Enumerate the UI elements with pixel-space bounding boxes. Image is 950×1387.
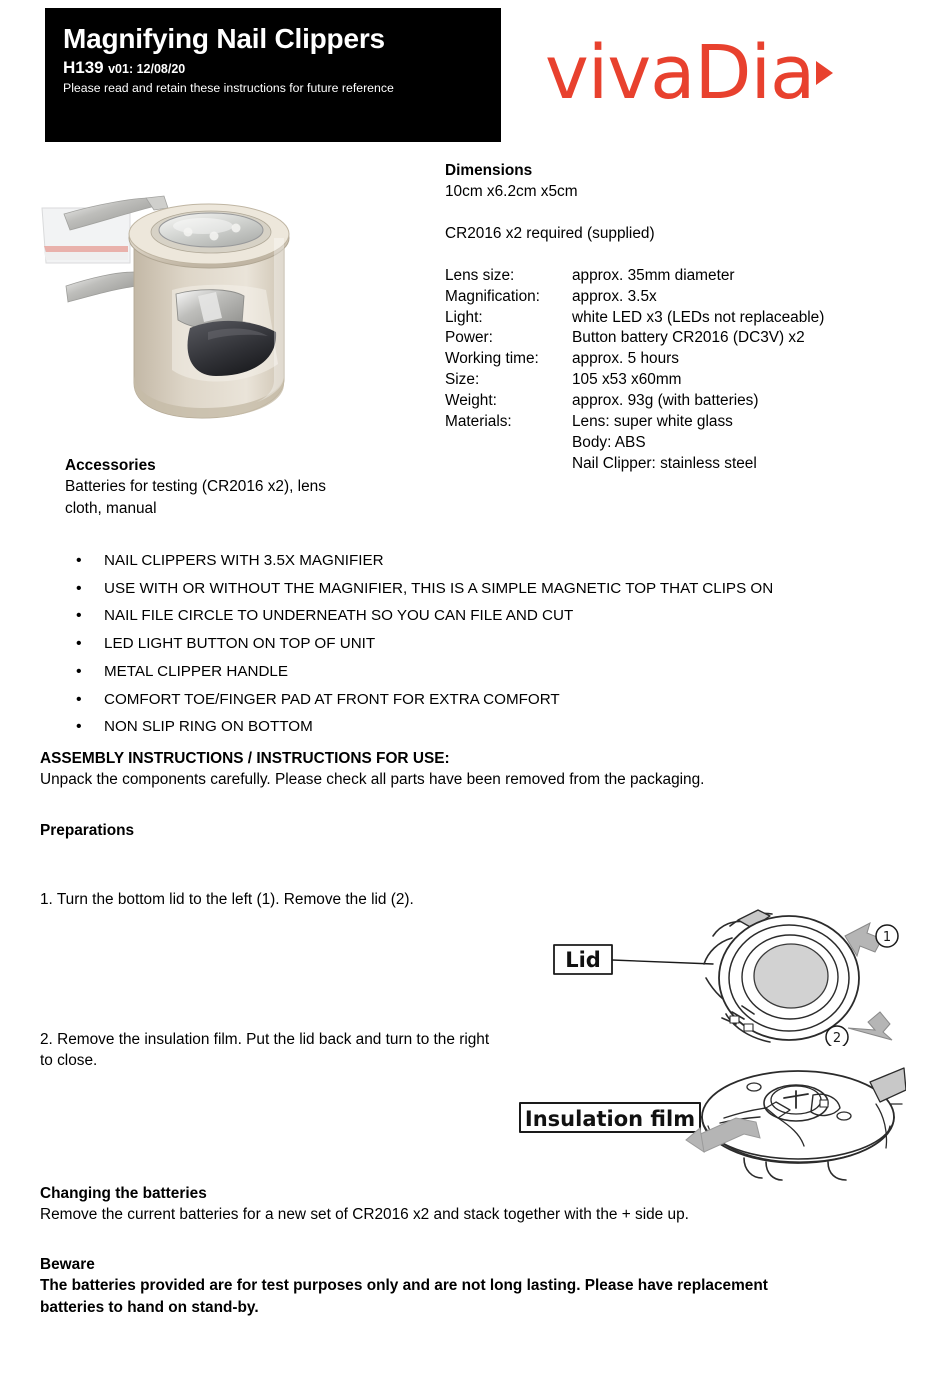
feature-list xyxy=(62,552,892,746)
spec-label: Lens size: xyxy=(445,266,515,284)
page-title: Magnifying Nail Clippers xyxy=(63,23,385,54)
version-label: v01: 12/08/20 xyxy=(108,62,186,77)
document-header xyxy=(0,0,950,150)
beware-heading: Beware xyxy=(40,1256,95,1273)
batteries-body: Remove the current batteries for a new set of CR2016 x2 and stack together with the + side up. xyxy=(40,1206,689,1224)
magnifier-top xyxy=(129,204,289,268)
table-row xyxy=(445,287,824,308)
triangle-right-icon xyxy=(816,61,833,85)
table-row xyxy=(445,266,824,287)
table-row xyxy=(445,391,824,412)
list-item: • COMFORT TOE/FINGER PAD AT FRONT FOR EXTRA COMFORT xyxy=(62,691,892,709)
title-box xyxy=(45,8,501,142)
list-item: • LED LIGHT BUTTON ON TOP OF UNIT xyxy=(62,635,892,653)
list-item: • NAIL CLIPPERS WITH 3.5X MAGNIFIER xyxy=(62,552,892,570)
assembly-heading: ASSEMBLY INSTRUCTIONS / INSTRUCTIONS FOR USE: xyxy=(40,750,450,767)
product-photo xyxy=(38,168,338,453)
spec-value: Lens: super white glass xyxy=(572,412,733,430)
spacer xyxy=(445,245,925,266)
dimensions-heading: Dimensions xyxy=(445,162,533,179)
svg-text:2: 2 xyxy=(832,1031,842,1046)
step-marker-1 xyxy=(876,925,898,947)
spacer xyxy=(445,203,925,224)
lid-callout-label: Lid xyxy=(565,948,601,972)
dimensions-value: 10cm x6.2cm x5cm xyxy=(445,182,578,200)
spec-label: Light: xyxy=(445,308,483,326)
spec-value: approx. 5 hours xyxy=(572,350,679,368)
preparations-section xyxy=(40,820,440,841)
spec-label: Power: xyxy=(445,329,493,347)
spec-value: approx. 35mm diameter xyxy=(572,266,735,284)
spec-value: approx. 3.5x xyxy=(572,287,657,305)
preparations-heading: Preparations xyxy=(40,822,135,839)
spec-label: Size: xyxy=(445,371,480,389)
brand-logo-text: vivaDia xyxy=(545,29,815,116)
table-row xyxy=(445,412,824,433)
spec-label xyxy=(445,454,572,475)
specifications-table xyxy=(445,266,824,475)
table-row xyxy=(445,454,824,475)
table-row xyxy=(445,308,824,329)
rotation-arrow-2 xyxy=(848,1012,892,1040)
model-code: H139 xyxy=(63,58,104,78)
list-item: • NON SLIP RING ON BOTTOM xyxy=(62,718,892,736)
table-row xyxy=(445,349,824,370)
step-1-text: 1. Turn the bottom lid to the left (1). Remove the lid (2). xyxy=(40,891,414,908)
brand-logo xyxy=(545,25,890,120)
specifications-panel xyxy=(445,161,925,475)
step-2-text: 2. Remove the insulation film. Put the lid back and turn to the right to close. xyxy=(40,1031,490,1070)
beware-line-1: The batteries provided are for test purposes only and are not long lasting. Please have replacement xyxy=(40,1277,768,1295)
accessories-line-2: cloth, manual xyxy=(65,499,157,517)
svg-text:1: 1 xyxy=(882,930,892,945)
table-row xyxy=(445,370,824,391)
table-row xyxy=(445,328,824,349)
batteries-heading: Changing the batteries xyxy=(40,1185,207,1202)
accessories-section xyxy=(65,455,415,519)
header-subtitle: Please read and retain these instructions for future reference xyxy=(63,81,394,96)
spec-value: Nail Clipper: stainless steel xyxy=(572,454,757,472)
beware-section xyxy=(40,1254,870,1318)
spec-value: white LED x3 (LEDs not replaceable) xyxy=(572,308,825,326)
list-item: • NAIL FILE CIRCLE TO UNDERNEATH SO YOU CAN FILE AND CUT xyxy=(62,607,892,625)
spec-label: Weight: xyxy=(445,392,497,410)
assembly-body: Unpack the components carefully. Please check all parts have been removed from the packaging. xyxy=(40,771,705,789)
list-item: • USE WITH OR WITHOUT THE MAGNIFIER, THIS IS A SIMPLE MAGNETIC TOP THAT CLIPS ON xyxy=(62,580,892,598)
spec-value: Button battery CR2016 (DC3V) x2 xyxy=(572,329,805,347)
step-marker-2 xyxy=(826,1026,848,1046)
spec-label: Materials: xyxy=(445,412,512,430)
model-line xyxy=(63,59,501,78)
battery-requirement: CR2016 x2 required (supplied) xyxy=(445,224,655,242)
beware-line-2: batteries to hand on stand-by. xyxy=(40,1298,259,1316)
clipper-jaw xyxy=(66,272,138,302)
spec-value: approx. 93g (with batteries) xyxy=(572,392,759,410)
spec-label xyxy=(445,433,572,454)
step-1-diagram xyxy=(508,906,906,1046)
clipper-window xyxy=(172,285,278,382)
accessories-heading: Accessories xyxy=(65,457,156,474)
list-item: • METAL CLIPPER HANDLE xyxy=(62,663,892,681)
spec-label: Magnification: xyxy=(445,287,540,305)
spec-value: 105 x53 x60mm xyxy=(572,371,682,389)
accessories-line-1: Batteries for testing (CR2016 x2), lens xyxy=(65,478,326,496)
spec-value: Body: ABS xyxy=(572,433,646,451)
table-row xyxy=(445,433,824,454)
step-2-diagram xyxy=(508,1060,906,1185)
spec-label: Working time: xyxy=(445,350,539,368)
insulation-film-callout-label: Insulation film xyxy=(524,1107,696,1131)
changing-batteries-section xyxy=(40,1183,910,1226)
assembly-section xyxy=(40,748,900,791)
